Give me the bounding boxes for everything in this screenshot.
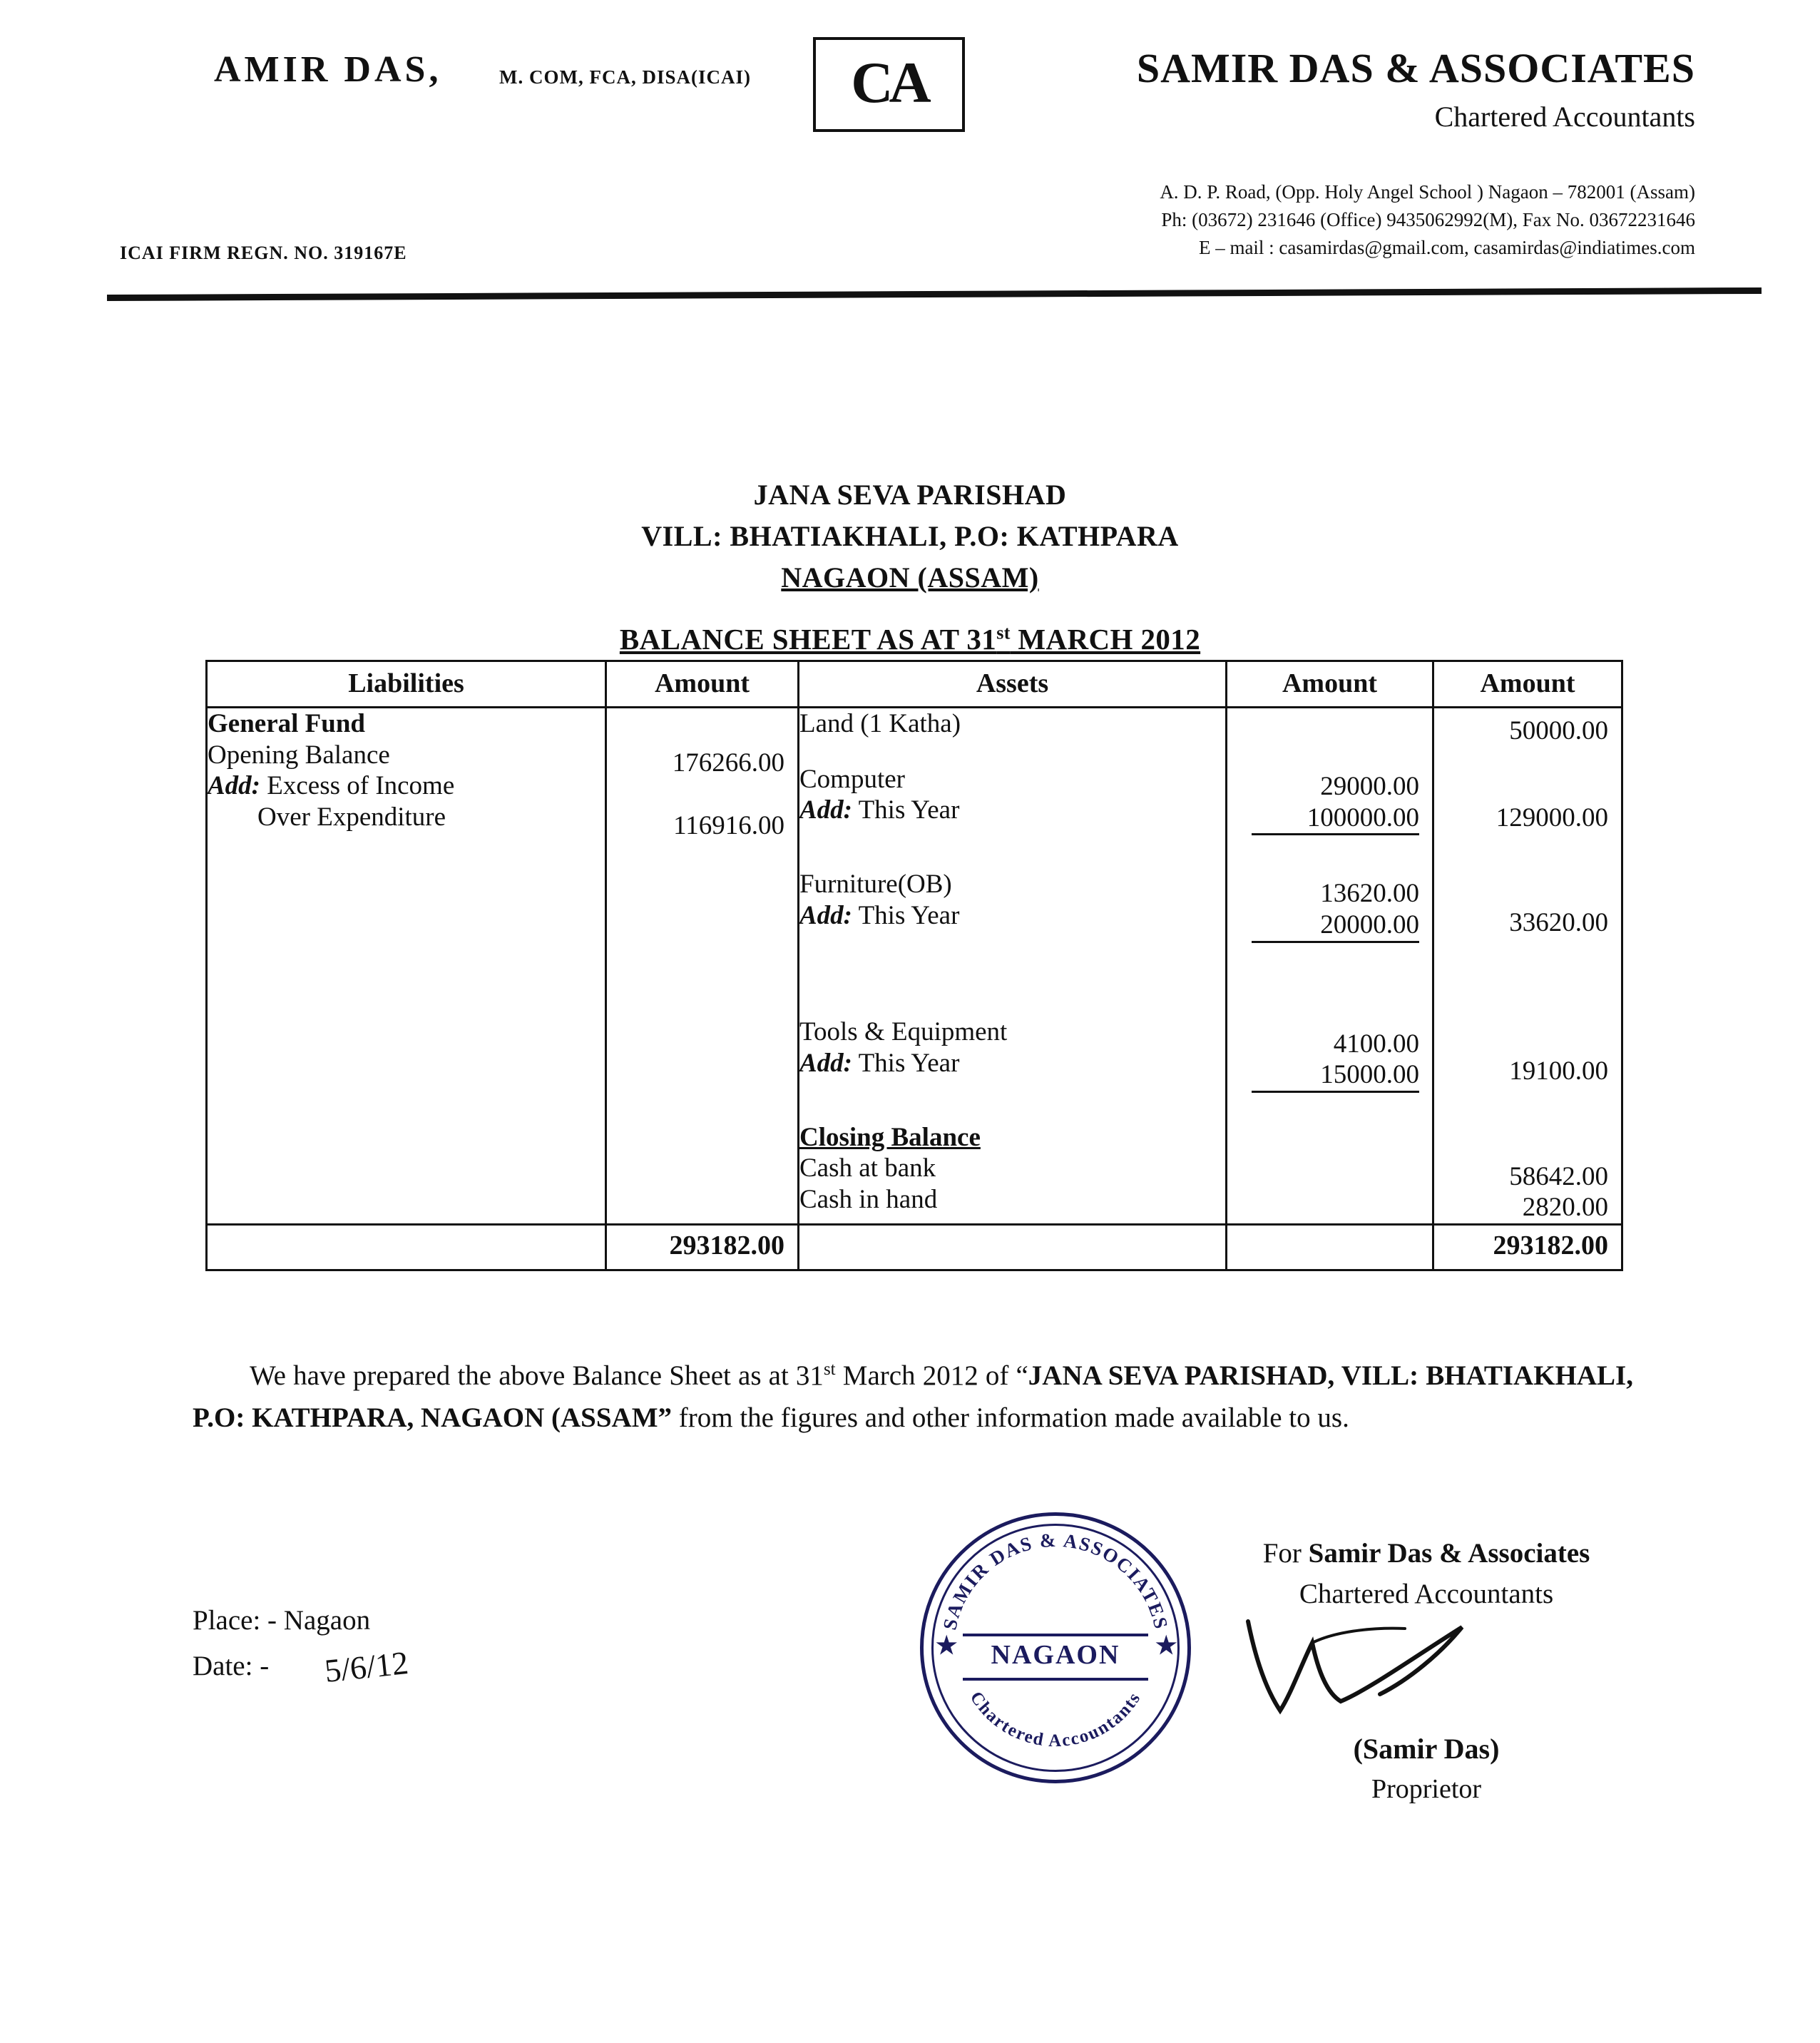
table-body-row xyxy=(207,708,1622,1225)
asset-computer-label: Computer xyxy=(799,764,905,794)
totals-liabilities-amount: 293182.00 xyxy=(606,1224,799,1270)
asset-computer-add-text: This Year xyxy=(852,795,960,825)
liabilities-excess-label xyxy=(208,770,605,802)
statement-ordinal: st xyxy=(823,1360,836,1379)
statement-part1: We have prepared the above Balance Sheet as at 31 xyxy=(250,1360,824,1391)
table-header-row xyxy=(207,661,1622,708)
firm-subtitle: Chartered Accountants xyxy=(1434,101,1695,133)
asset-cash-at-bank-label: Cash at bank xyxy=(799,1153,936,1183)
liabilities-heading: General Fund xyxy=(208,709,365,738)
ca-logo-icon xyxy=(813,37,965,132)
statement-entity-name: JANA SEVA PARISHAD, VILL: BHATIAKHALI, P.O: KATHPARA, NAGAON (ASSAM” xyxy=(193,1360,1633,1433)
asset-furniture-total: 33620.00 xyxy=(1509,908,1608,938)
asset-cash-in-hand-total: 2820.00 xyxy=(1522,1193,1608,1223)
column-header-liabilities: Liabilities xyxy=(207,661,606,708)
liabilities-excess-add: Add: xyxy=(208,771,260,801)
organisation-heading xyxy=(0,474,1820,598)
asset-computer-add-amount: 100000.00 xyxy=(1252,803,1419,836)
stamp-center-text: NAGAON xyxy=(991,1640,1120,1670)
svg-text:Chartered Accountants: Chartered Accountants xyxy=(966,1688,1145,1751)
asset-computer-add-prefix: Add: xyxy=(799,795,852,825)
liabilities-amount-cell xyxy=(606,708,799,1225)
practitioner-name: AMIR DAS, xyxy=(214,49,442,90)
balance-sheet-table xyxy=(205,660,1623,1271)
svg-text:★: ★ xyxy=(936,1633,958,1659)
organisation-address: VILL: BHATIAKHALI, P.O: KATHPARA xyxy=(641,520,1179,552)
page-title-suffix: MARCH 2012 xyxy=(1010,623,1201,656)
date-handwritten-value: 5/6/12 xyxy=(322,1644,410,1690)
asset-tools-amount: 4100.00 xyxy=(1333,1029,1419,1059)
signature-for-line xyxy=(1198,1534,1655,1574)
asset-furniture-label: Furniture(OB) xyxy=(799,869,952,899)
signature-for-prefix: For xyxy=(1262,1538,1309,1569)
liabilities-excess-amount: 116916.00 xyxy=(673,810,784,840)
asset-tools-add-text: This Year xyxy=(852,1048,960,1078)
liabilities-cell xyxy=(207,708,606,1225)
svg-text:★: ★ xyxy=(1155,1633,1177,1659)
closing-balance-heading: Closing Balance xyxy=(799,1122,981,1152)
asset-furniture-add-text: This Year xyxy=(852,900,960,930)
handwritten-signature-icon xyxy=(1198,1614,1655,1728)
asset-tools-label: Tools & Equipment xyxy=(799,1017,1008,1047)
firm-address: A. D. P. Road, (Opp. Holy Angel School ) Nagaon – 782001 (Assam) xyxy=(1160,181,1695,203)
firm-title: SAMIR DAS & ASSOCIATES xyxy=(1136,45,1695,91)
totals-assets-label xyxy=(799,1224,1227,1270)
firm-phone: Ph: (03672) 231646 (Office) 9435062992(M), Fax No. 03672231646 xyxy=(1161,209,1695,231)
place-line: Place: - Nagaon xyxy=(193,1605,371,1636)
totals-liabilities-label xyxy=(207,1224,606,1270)
asset-furniture-add-label xyxy=(799,900,1225,932)
column-header-amount-assets: Amount xyxy=(1227,661,1433,708)
asset-computer-amount: 29000.00 xyxy=(1320,772,1419,801)
assets-total-cell xyxy=(1433,708,1622,1225)
asset-tools-add-amount: 15000.00 xyxy=(1252,1059,1419,1093)
asset-computer-total: 129000.00 xyxy=(1496,803,1608,832)
page-title xyxy=(0,622,1820,656)
liabilities-opening-balance-amount: 176266.00 xyxy=(672,748,784,778)
svg-text:SAMIR DAS & ASSOCIATES: SAMIR DAS & ASSOCIATES xyxy=(939,1529,1172,1632)
letterhead-divider xyxy=(107,287,1762,301)
totals-assets-blank xyxy=(1227,1224,1433,1270)
asset-cash-in-hand-label: Cash in hand xyxy=(799,1184,938,1214)
asset-tools-total: 19100.00 xyxy=(1509,1056,1608,1086)
assets-subamount-cell xyxy=(1227,708,1433,1225)
asset-land-label: Land (1 Katha) xyxy=(799,709,961,738)
column-header-amount-total: Amount xyxy=(1433,661,1622,708)
asset-furniture-add-amount: 20000.00 xyxy=(1252,910,1419,943)
column-header-amount-liabilities: Amount xyxy=(606,661,799,708)
liabilities-over-expenditure-label: Over Expenditure xyxy=(257,802,446,832)
asset-cash-at-bank-total: 58642.00 xyxy=(1509,1161,1608,1191)
asset-furniture-add-prefix: Add: xyxy=(799,900,852,930)
signatory-name: (Samir Das) xyxy=(1353,1733,1500,1766)
preparation-statement xyxy=(193,1355,1633,1439)
firm-contact-block xyxy=(982,178,1695,262)
asset-tools-add-label xyxy=(799,1048,1225,1079)
firm-registration-number: ICAI FIRM REGN. NO. 319167E xyxy=(120,243,407,263)
firm-rubber-stamp-icon xyxy=(920,1512,1191,1783)
asset-tools-add-prefix: Add: xyxy=(799,1048,852,1078)
liabilities-opening-balance-label: Opening Balance xyxy=(208,740,390,770)
page-title-ordinal: st xyxy=(996,622,1011,643)
date-line: Date: - xyxy=(193,1651,270,1682)
signature-firm-subtitle: Chartered Accountants xyxy=(1299,1578,1554,1609)
totals-assets-amount: 293182.00 xyxy=(1433,1224,1622,1270)
asset-furniture-amount: 13620.00 xyxy=(1320,879,1419,909)
liabilities-excess-text: Excess of Income xyxy=(260,771,455,801)
table-totals-row xyxy=(207,1224,1622,1270)
statement-part2: March 2012 of “ xyxy=(835,1360,1028,1391)
ca-logo-label: CA xyxy=(851,50,927,115)
organisation-name: JANA SEVA PARISHAD xyxy=(753,479,1067,511)
letterhead xyxy=(0,0,1820,307)
asset-land-total: 50000.00 xyxy=(1509,716,1608,745)
assets-cell xyxy=(799,708,1227,1225)
signatory-role: Proprietor xyxy=(1371,1774,1482,1805)
firm-email: E – mail : casamirdas@gmail.com, casamirdas@indiatimes.com xyxy=(1198,237,1695,259)
signature-firm-name: Samir Das & Associates xyxy=(1308,1538,1590,1569)
signature-block xyxy=(1198,1534,1655,1809)
column-header-assets: Assets xyxy=(799,661,1227,708)
page-title-prefix: BALANCE SHEET AS AT 31 xyxy=(619,623,997,656)
practitioner-qualifications: M. COM, FCA, DISA(ICAI) xyxy=(499,66,751,88)
asset-computer-add-label xyxy=(799,795,1225,826)
statement-part3: from the figures and other information made available to us. xyxy=(672,1402,1349,1433)
organisation-district: NAGAON (ASSAM) xyxy=(781,561,1039,593)
